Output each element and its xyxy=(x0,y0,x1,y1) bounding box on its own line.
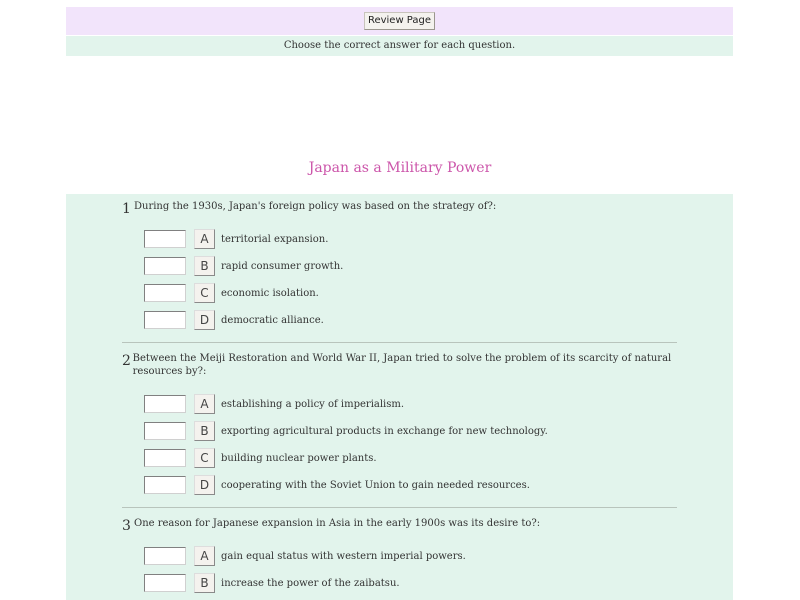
question-1 xyxy=(122,200,678,217)
answer-option xyxy=(144,255,343,277)
answer-text: establishing a policy of imperialism. xyxy=(221,398,405,410)
answer-letter-button[interactable]: D xyxy=(194,475,215,495)
answer-letter-button[interactable]: A xyxy=(194,394,215,414)
answer-option xyxy=(144,393,404,415)
quiz-title: Japan as a Military Power xyxy=(308,160,492,176)
question-text: Between the Meiji Restoration and World War II, Japan tried to solve the problem of its scarcity of natural resources by?: xyxy=(132,353,672,377)
answer-letter-button[interactable]: C xyxy=(194,448,215,468)
answer-input[interactable] xyxy=(144,574,186,592)
answer-text: building nuclear power plants. xyxy=(221,452,377,464)
answer-input[interactable] xyxy=(144,422,186,440)
answer-option xyxy=(144,282,319,304)
answer-option xyxy=(144,228,328,250)
answer-option xyxy=(144,447,377,469)
answer-text: economic isolation. xyxy=(221,287,319,299)
review-page-button[interactable]: Review Page xyxy=(364,12,435,30)
instruction-text: Choose the correct answer for each question. xyxy=(66,36,733,56)
answer-input[interactable] xyxy=(144,547,186,565)
answer-text: gain equal status with western imperial powers. xyxy=(221,550,466,562)
question-number: 2 xyxy=(122,353,131,369)
question-text: During the 1930s, Japan's foreign policy was based on the strategy of?: xyxy=(134,201,497,212)
answer-input[interactable] xyxy=(144,284,186,302)
review-bar xyxy=(66,7,733,35)
quiz-panel xyxy=(66,194,733,600)
answer-input[interactable] xyxy=(144,395,186,413)
answer-input[interactable] xyxy=(144,311,186,329)
answer-text: cooperating with the Soviet Union to gain needed resources. xyxy=(221,479,530,491)
answer-input[interactable] xyxy=(144,230,186,248)
question-divider xyxy=(122,342,677,343)
answer-text: increase the power of the zaibatsu. xyxy=(221,577,400,589)
answer-option xyxy=(144,474,530,496)
question-divider xyxy=(122,507,677,508)
question-3 xyxy=(122,517,678,534)
answer-letter-button[interactable]: B xyxy=(194,421,215,441)
answer-text: exporting agricultural products in exchange for new technology. xyxy=(221,425,548,437)
answer-option xyxy=(144,309,324,331)
answer-option xyxy=(144,420,548,442)
answer-letter-button[interactable]: B xyxy=(194,256,215,276)
answer-letter-button[interactable]: C xyxy=(194,283,215,303)
answer-text: territorial expansion. xyxy=(221,233,329,245)
answer-letter-button[interactable]: B xyxy=(194,573,215,593)
answer-option xyxy=(144,572,400,594)
answer-option xyxy=(144,545,466,567)
question-number: 1 xyxy=(122,201,131,217)
answer-letter-button[interactable]: D xyxy=(194,310,215,330)
answer-letter-button[interactable]: A xyxy=(194,546,215,566)
answer-input[interactable] xyxy=(144,257,186,275)
answer-input[interactable] xyxy=(144,476,186,494)
answer-letter-button[interactable]: A xyxy=(194,229,215,249)
answer-text: democratic alliance. xyxy=(221,314,324,326)
answer-text: rapid consumer growth. xyxy=(221,260,344,272)
question-2 xyxy=(122,352,678,378)
question-number: 3 xyxy=(122,518,131,534)
question-text: One reason for Japanese expansion in Asia in the early 1900s was its desire to?: xyxy=(134,518,541,529)
answer-input[interactable] xyxy=(144,449,186,467)
